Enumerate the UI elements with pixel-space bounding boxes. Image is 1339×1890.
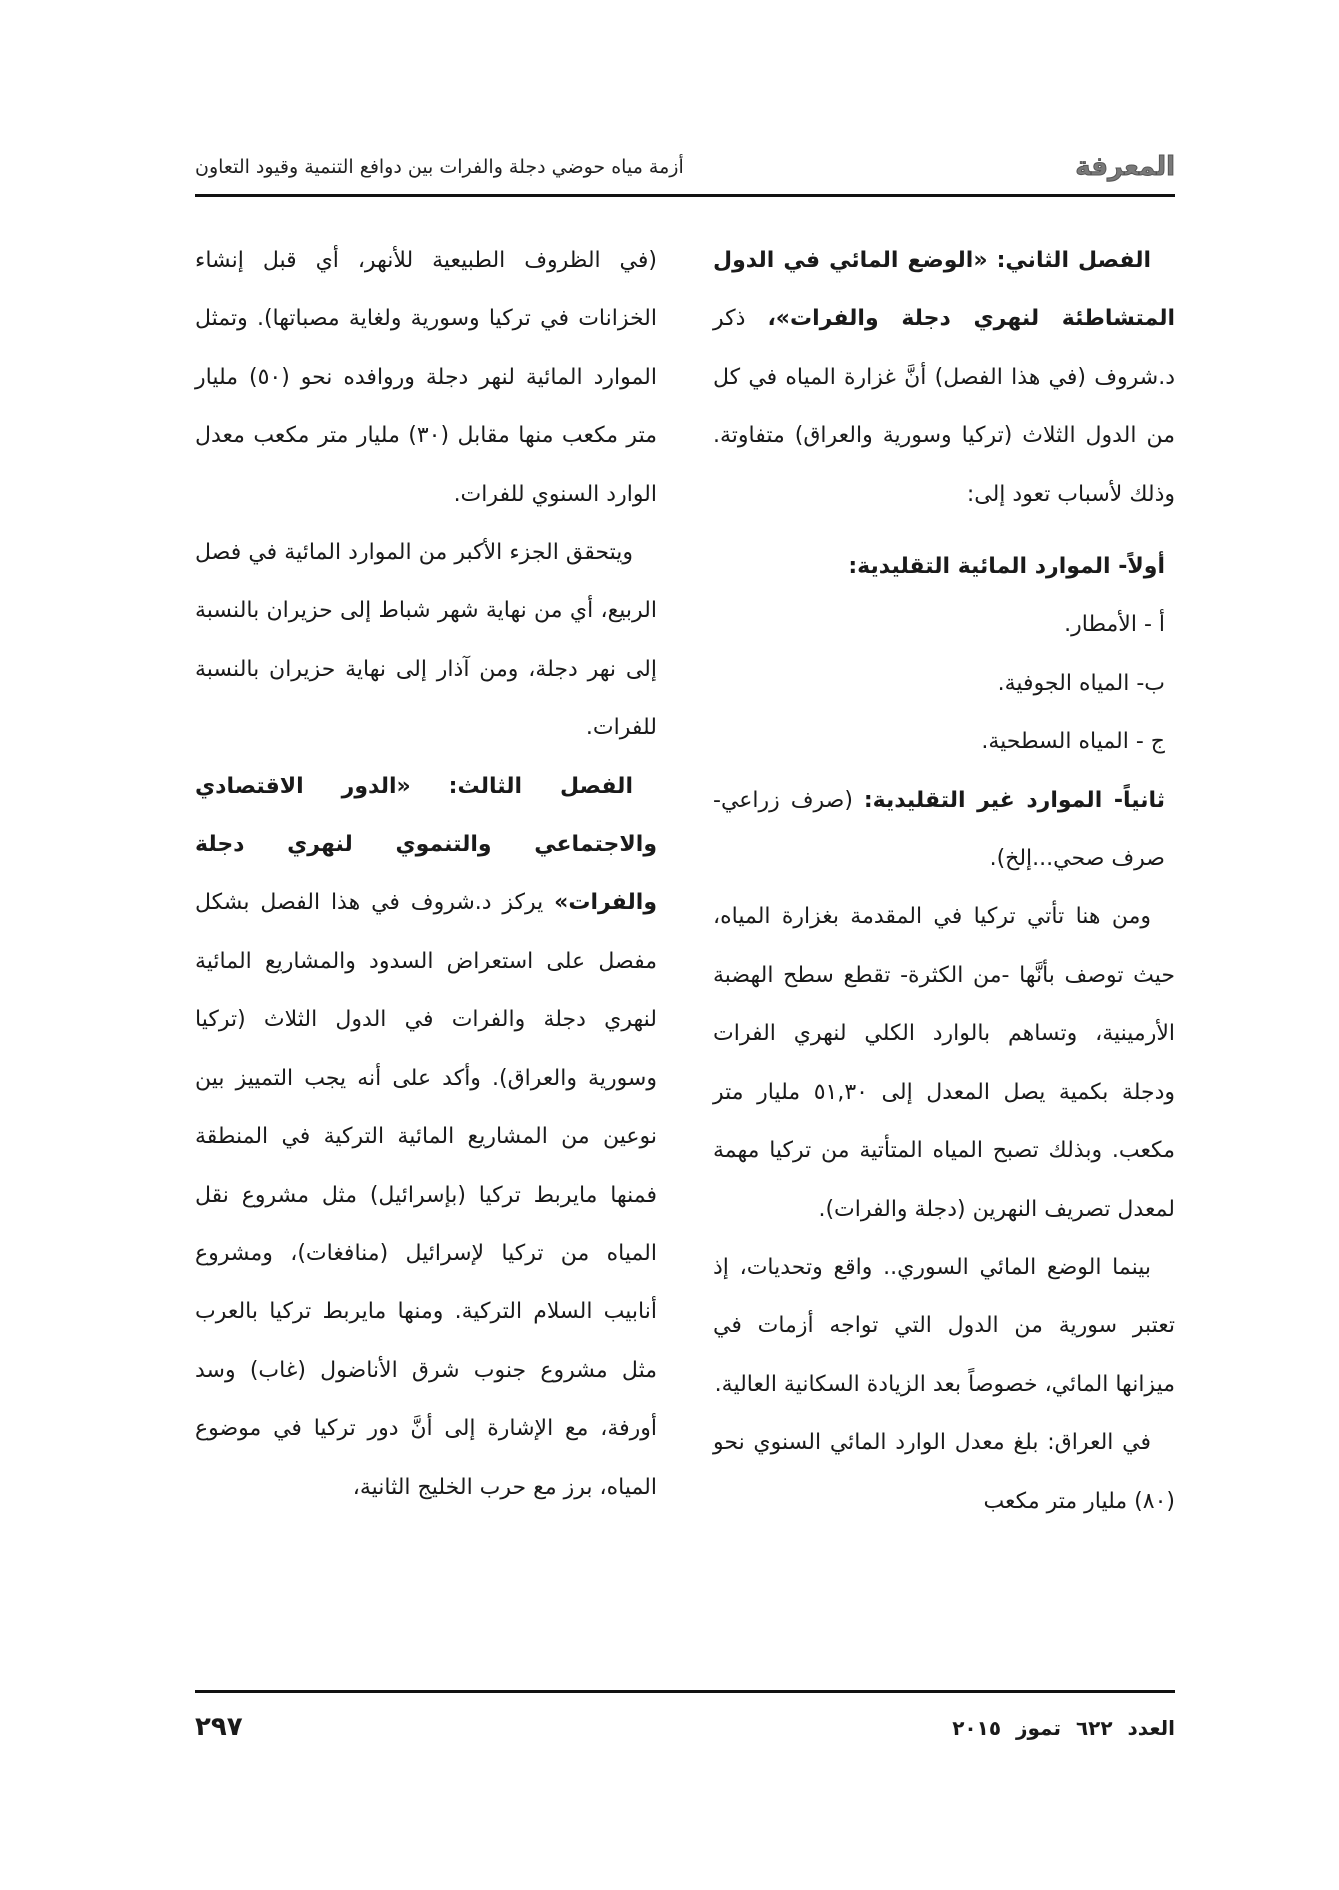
chapter-two-paragraph [713,232,1175,524]
footer-rule [195,1690,1175,1693]
iraq-paragraph: في العراق: بلغ معدل الوارد المائي السنوي نحو (٨٠) مليار متر مكعب [713,1430,1175,1514]
chapter-three-text: يركز د.شروف في هذا الفصل بشكل مفصل على استعراض السدود والمشاريع المائية لنهري دجلة والفرات في الدول الثلاث (تركيا وسورية والعراق). وأكد على أنه يجب التمييز بين نوعين من المشاريع المائية التركية في المنطقة فمنها مايربط تركيا (بإسرائيل) مثل مشروع نقل المياه من تركيا لإسرائيل (منافغات)، ومشروع أنابيب السلام التركية. ومنها مايربط تركيا بالعرب مثل مشروع جنوب شرق الأناضول (غاب) وسد أورفة، مع الإشارة إلى أنَّ دور تركيا في موضوع المياه، برز مع حرب الخليج الثانية، [195,890,657,1500]
list-item-surface-water: ج - المياه السطحية. [981,729,1165,755]
header-rule [195,194,1175,197]
issue-info: العدد ٦٢٢ تموز ٢٠١٥ [952,1716,1175,1740]
magazine-logo: المعرفة [1075,152,1175,182]
right-column [713,232,1175,1531]
non-traditional-resources-paragraph [713,772,1175,889]
turkey-paragraph: ومن هنا تأتي تركيا في المقدمة بغزارة المياه، حيث توصف بأنَّها -من الكثرة- تقطع سطح الهضبة الأرمينية، وتساهم بالوارد الكلي لنهري الفرات ودجلة بكمية يصل المعدل إلى ٥١,٣٠ مليار متر مكعب. وبذلك تصبح المياه المتأتية من تركيا مهمة لمعدل تصريف النهرين (دجلة والفرات). [713,904,1175,1222]
page-number: ٢٩٧ [195,1712,243,1742]
chapter-three-title: الفصل الثالث: «الدور الاقتصادي والاجتماعي والتنموي لنهري دجلة والفرات» [195,773,657,916]
chapter-two-text: ذكر د.شروف (في هذا الفصل) أنَّ غزارة المياه في كل من الدول الثلاث (تركيا وسورية والعراق) متفاوتة. وذلك لأسباب تعود إلى: [713,306,1175,507]
list-item-rain: أ - الأمطار. [1064,612,1165,638]
syria-paragraph: بينما الوضع المائي السوري.. واقع وتحديات، إذ تعتبر سورية من الدول التي تواجه أزمات في ميزانها المائي، خصوصاً بعد الزيادة السكانية العالية. [713,1254,1175,1397]
running-title: أزمة مياه حوضي دجلة والفرات بين دوافع التنمية وقيود التعاون [195,156,684,178]
non-traditional-resources-text: (صرف زراعي- صرف صحي...إلخ). [713,787,1165,872]
page-footer [195,1712,1175,1752]
list-item-groundwater: ب- المياه الجوفية. [997,670,1165,696]
chapter-two-title: الفصل الثاني: «الوضع المائي في الدول المتشاطئة لنهري دجلة والفرات»، [713,248,1176,332]
chapter-three-paragraph [195,758,657,1517]
left-column [195,232,657,1517]
spring-flow-paragraph: ويتحقق الجزء الأكبر من الموارد المائية في فصل الربيع، أي من نهاية شهر شباط إلى حزيران بالنسبة إلى نهر دجلة، ومن آذار إلى نهاية حزيران بالنسبة للفرات. [195,540,657,741]
running-header [195,150,1175,194]
non-traditional-resources-heading: ثانياً- الموارد غير التقليدية: [863,787,1165,813]
natural-conditions-paragraph: (في الظروف الطبيعية للأنهر، أي قبل إنشاء الخزانات في تركيا وسورية ولغاية مصباتها). وتمثل الموارد المائية لنهر دجلة وروافده نحو (٥٠) مليار متر مكعب منها مقابل (٣٠) مليار متر مكعب معدل الوارد السنوي للفرات. [195,248,657,507]
traditional-resources-heading: أولاً- الموارد المائية التقليدية: [848,554,1165,580]
